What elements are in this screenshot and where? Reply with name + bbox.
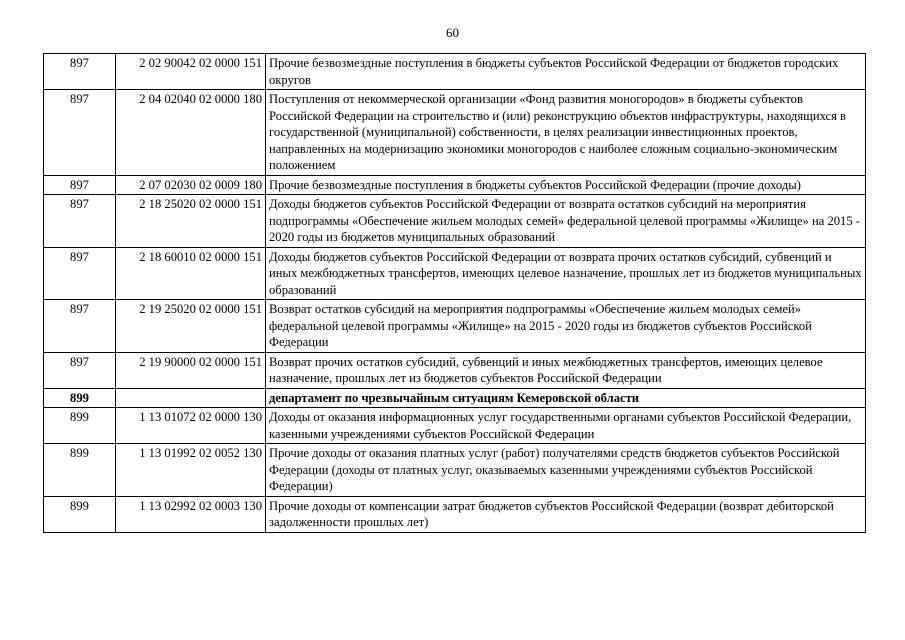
budget-code-cell: 2 07 02030 02 0009 180 bbox=[116, 175, 266, 195]
admin-code-cell: 897 bbox=[44, 90, 116, 176]
budget-code-cell: 2 18 60010 02 0000 151 bbox=[116, 247, 266, 300]
revenue-name-cell: Доходы бюджетов субъектов Российской Федерации от возврата прочих остатков субсидий, субвенций и иных межбюджетных трансфертов, имеющих целевое назначение, прошлых лет из бюджетов муниципальных образований bbox=[266, 247, 866, 300]
admin-code-cell: 899 bbox=[44, 496, 116, 532]
admin-code-cell: 897 bbox=[44, 300, 116, 353]
page-number: 60 bbox=[446, 25, 459, 40]
table-row bbox=[44, 195, 866, 248]
admin-code-cell: 897 bbox=[44, 195, 116, 248]
table-row bbox=[44, 300, 866, 353]
admin-code-cell: 899 bbox=[44, 408, 116, 444]
admin-code-cell: 899 bbox=[44, 388, 116, 408]
budget-code-cell: 1 13 01992 02 0052 130 bbox=[116, 444, 266, 497]
table-row bbox=[44, 90, 866, 176]
budget-code-cell: 2 04 02040 02 0000 180 bbox=[116, 90, 266, 176]
revenue-name-cell: Прочие доходы от компенсации затрат бюджетов субъектов Российской Федерации (возврат дебиторской задолженности прошлых лет) bbox=[266, 496, 866, 532]
budget-codes-table bbox=[43, 53, 866, 533]
budget-code-cell: 2 19 90000 02 0000 151 bbox=[116, 352, 266, 388]
budget-code-cell: 1 13 01072 02 0000 130 bbox=[116, 408, 266, 444]
admin-code-cell: 897 bbox=[44, 54, 116, 90]
revenue-name-cell: Прочие безвозмездные поступления в бюджеты субъектов Российской Федерации (прочие доходы) bbox=[266, 175, 866, 195]
budget-code-cell: 2 02 90042 02 0000 151 bbox=[116, 54, 266, 90]
revenue-name-cell: Прочие доходы от оказания платных услуг (работ) получателями средств бюджетов субъектов Российской Федерации (доходы от платных услуг, оказываемых казенными учреждениями субъектов Российской Федерации) bbox=[266, 444, 866, 497]
revenue-name-cell: Прочие безвозмездные поступления в бюджеты субъектов Российской Федерации от бюджетов городских округов bbox=[266, 54, 866, 90]
revenue-name-cell: Доходы от оказания информационных услуг государственными органами субъектов Российской Федерации, казенными учреждениями субъектов Российской Федерации bbox=[266, 408, 866, 444]
table-row bbox=[44, 352, 866, 388]
revenue-name-cell: Возврат остатков субсидий на мероприятия подпрограммы «Обеспечение жильем молодых семей» федеральной целевой программы «Жилище» на 2015 - 2020 годы из бюджетов субъектов Российской Федерации bbox=[266, 300, 866, 353]
table-row bbox=[44, 54, 866, 90]
revenue-name-cell: Возврат прочих остатков субсидий, субвенций и иных межбюджетных трансфертов, имеющих целевое назначение, прошлых лет из бюджетов субъектов Российской Федерации bbox=[266, 352, 866, 388]
table-row bbox=[44, 444, 866, 497]
admin-code-cell: 897 bbox=[44, 352, 116, 388]
department-name-cell: департамент по чрезвычайным ситуациям Кемеровской области bbox=[266, 388, 866, 408]
admin-code-cell: 899 bbox=[44, 444, 116, 497]
budget-code-cell bbox=[116, 388, 266, 408]
table-row bbox=[44, 408, 866, 444]
department-header-row bbox=[44, 388, 866, 408]
table-row bbox=[44, 175, 866, 195]
revenue-name-cell: Доходы бюджетов субъектов Российской Федерации от возврата остатков субсидий на мероприятия подпрограммы «Обеспечение жильем молодых семей» федеральной целевой программы «Жилище» на 2015 - 2020 годы из бюджетов муниципальных образований bbox=[266, 195, 866, 248]
budget-code-cell: 2 19 25020 02 0000 151 bbox=[116, 300, 266, 353]
budget-code-cell: 2 18 25020 02 0000 151 bbox=[116, 195, 266, 248]
table-row bbox=[44, 496, 866, 532]
admin-code-cell: 897 bbox=[44, 247, 116, 300]
revenue-name-cell: Поступления от некоммерческой организации «Фонд развития моногородов» в бюджеты субъектов Российской Федерации на строительство и (или) реконструкцию объектов инфраструктуры, находящихся в государственной (муниципальной) собственности, в целях реализации инвестиционных проектов, направленных на модернизацию экономики моногородов с наиболее сложным социально-экономическим положением bbox=[266, 90, 866, 176]
table-row bbox=[44, 247, 866, 300]
budget-code-cell: 1 13 02992 02 0003 130 bbox=[116, 496, 266, 532]
admin-code-cell: 897 bbox=[44, 175, 116, 195]
